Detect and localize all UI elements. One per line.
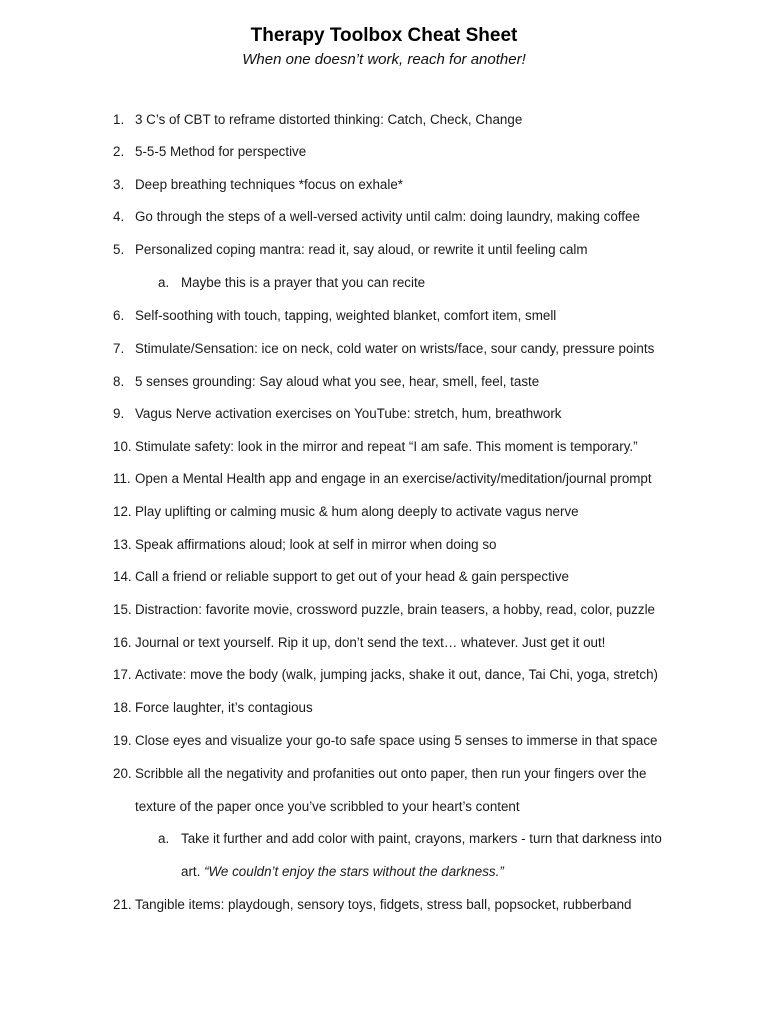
list-item-text: Stimulate safety: look in the mirror and repeat “I am safe. This moment is temporary.” — [135, 439, 638, 454]
page-title: Therapy Toolbox Cheat Sheet — [250, 25, 518, 46]
list-item — [0, 207, 768, 227]
list-item — [0, 306, 768, 326]
list-item-number: 3. — [113, 177, 125, 192]
list-item — [0, 502, 768, 522]
list-item — [0, 469, 768, 489]
list-item — [0, 372, 768, 392]
sub-list-item-continuation — [181, 862, 504, 882]
list-item — [0, 567, 768, 587]
list-item-number: 4. — [113, 209, 125, 224]
list-item-number: 19. — [113, 733, 132, 748]
list-item — [0, 110, 768, 130]
quote-text: “We couldn’t enjoy the stars without the darkness.” — [204, 864, 504, 879]
list-item-number: 5. — [113, 242, 125, 257]
list-item — [0, 437, 768, 457]
list-item-number: 15. — [113, 602, 132, 617]
list-item-number: 18. — [113, 700, 132, 715]
list-item — [0, 633, 768, 653]
list-item-text: Go through the steps of a well-versed activity until calm: doing laundry, making coffee — [135, 209, 640, 224]
sub-list-item — [0, 829, 768, 849]
list-item-text: Force laughter, it’s contagious — [135, 700, 313, 715]
list-item-text: Personalized coping mantra: read it, say aloud, or rewrite it until feeling calm — [135, 242, 588, 257]
sub-list-item — [0, 273, 768, 293]
list-item-number: 12. — [113, 504, 132, 519]
list-item-text: Self-soothing with touch, tapping, weighted blanket, comfort item, smell — [135, 308, 557, 323]
list-item-text: 5 senses grounding: Say aloud what you see, hear, smell, feel, taste — [135, 374, 540, 389]
list-item-text: Vagus Nerve activation exercises on YouTube: stretch, hum, breathwork — [135, 406, 562, 421]
list-item — [0, 142, 768, 162]
list-item — [0, 600, 768, 620]
sub-list-item-letter: a. — [158, 275, 170, 290]
sub-list-item-continuation — [0, 862, 768, 882]
sub-list-item-text: Maybe this is a prayer that you can recite — [181, 275, 426, 290]
list-item-number: 7. — [113, 341, 125, 356]
list-item-number: 20. — [113, 766, 132, 781]
list-item-continuation — [0, 797, 768, 817]
list-item — [0, 698, 768, 718]
list-item — [0, 731, 768, 751]
list-item-number: 10. — [113, 439, 132, 454]
list-item — [0, 404, 768, 424]
list-item-number: 16. — [113, 635, 132, 650]
list-item-number: 11. — [113, 471, 131, 486]
list-item-text: Activate: move the body (walk, jumping jacks, shake it out, dance, Tai Chi, yoga, stretch) — [135, 667, 658, 682]
list-item-number: 9. — [113, 406, 125, 421]
page-subtitle: When one doesn’t work, reach for another! — [242, 51, 526, 68]
list-item-number: 1. — [113, 112, 125, 127]
list-item-number: 6. — [113, 308, 125, 323]
list-item-text: Deep breathing techniques *focus on exhale* — [135, 177, 404, 192]
list-item-text: Speak affirmations aloud; look at self in mirror when doing so — [135, 537, 497, 552]
list-item-number: 13. — [113, 537, 132, 552]
list-item-text: Close eyes and visualize your go-to safe space using 5 senses to immerse in that space — [135, 733, 658, 748]
list-item — [0, 339, 768, 359]
list-item-text: 3 C’s of CBT to reframe distorted thinking: Catch, Check, Change — [135, 112, 523, 127]
list-item-text: Call a friend or reliable support to get out of your head & gain perspective — [135, 569, 569, 584]
list-item — [0, 895, 768, 915]
list-item — [0, 764, 768, 784]
list-item-number: 14. — [113, 569, 132, 584]
list-item-text: Play uplifting or calming music & hum along deeply to activate vagus nerve — [135, 504, 579, 519]
list-item — [0, 535, 768, 555]
continuation-prefix: art. — [181, 864, 205, 879]
sub-list-item-letter: a. — [158, 831, 170, 846]
list-item — [0, 665, 768, 685]
list-item-text: Journal or text yourself. Rip it up, don’t send the text… whatever. Just get it out! — [135, 635, 606, 650]
list-item-number: 2. — [113, 144, 125, 159]
list-item-number: 8. — [113, 374, 125, 389]
list-item-text: Stimulate/Sensation: ice on neck, cold water on wrists/face, sour candy, pressure points — [135, 341, 655, 356]
list-item — [0, 240, 768, 260]
list-item-continuation-text: texture of the paper once you’ve scribbled to your heart’s content — [135, 799, 520, 814]
list-item-number: 17. — [113, 667, 132, 682]
list-item — [0, 175, 768, 195]
list-item-number: 21. — [113, 897, 132, 912]
list-item-text: Distraction: favorite movie, crossword puzzle, brain teasers, a hobby, read, color, puzzle — [135, 602, 655, 617]
list-item-text: Scribble all the negativity and profanities out onto paper, then run your fingers over the — [135, 766, 647, 781]
list-item-text: Open a Mental Health app and engage in an exercise/activity/meditation/journal prompt — [135, 471, 652, 486]
list-item-text: Tangible items: playdough, sensory toys, fidgets, stress ball, popsocket, rubberband — [135, 897, 632, 912]
sub-list-item-text: Take it further and add color with paint, crayons, markers - turn that darkness into — [181, 831, 662, 846]
list-item-text: 5-5-5 Method for perspective — [135, 144, 307, 159]
